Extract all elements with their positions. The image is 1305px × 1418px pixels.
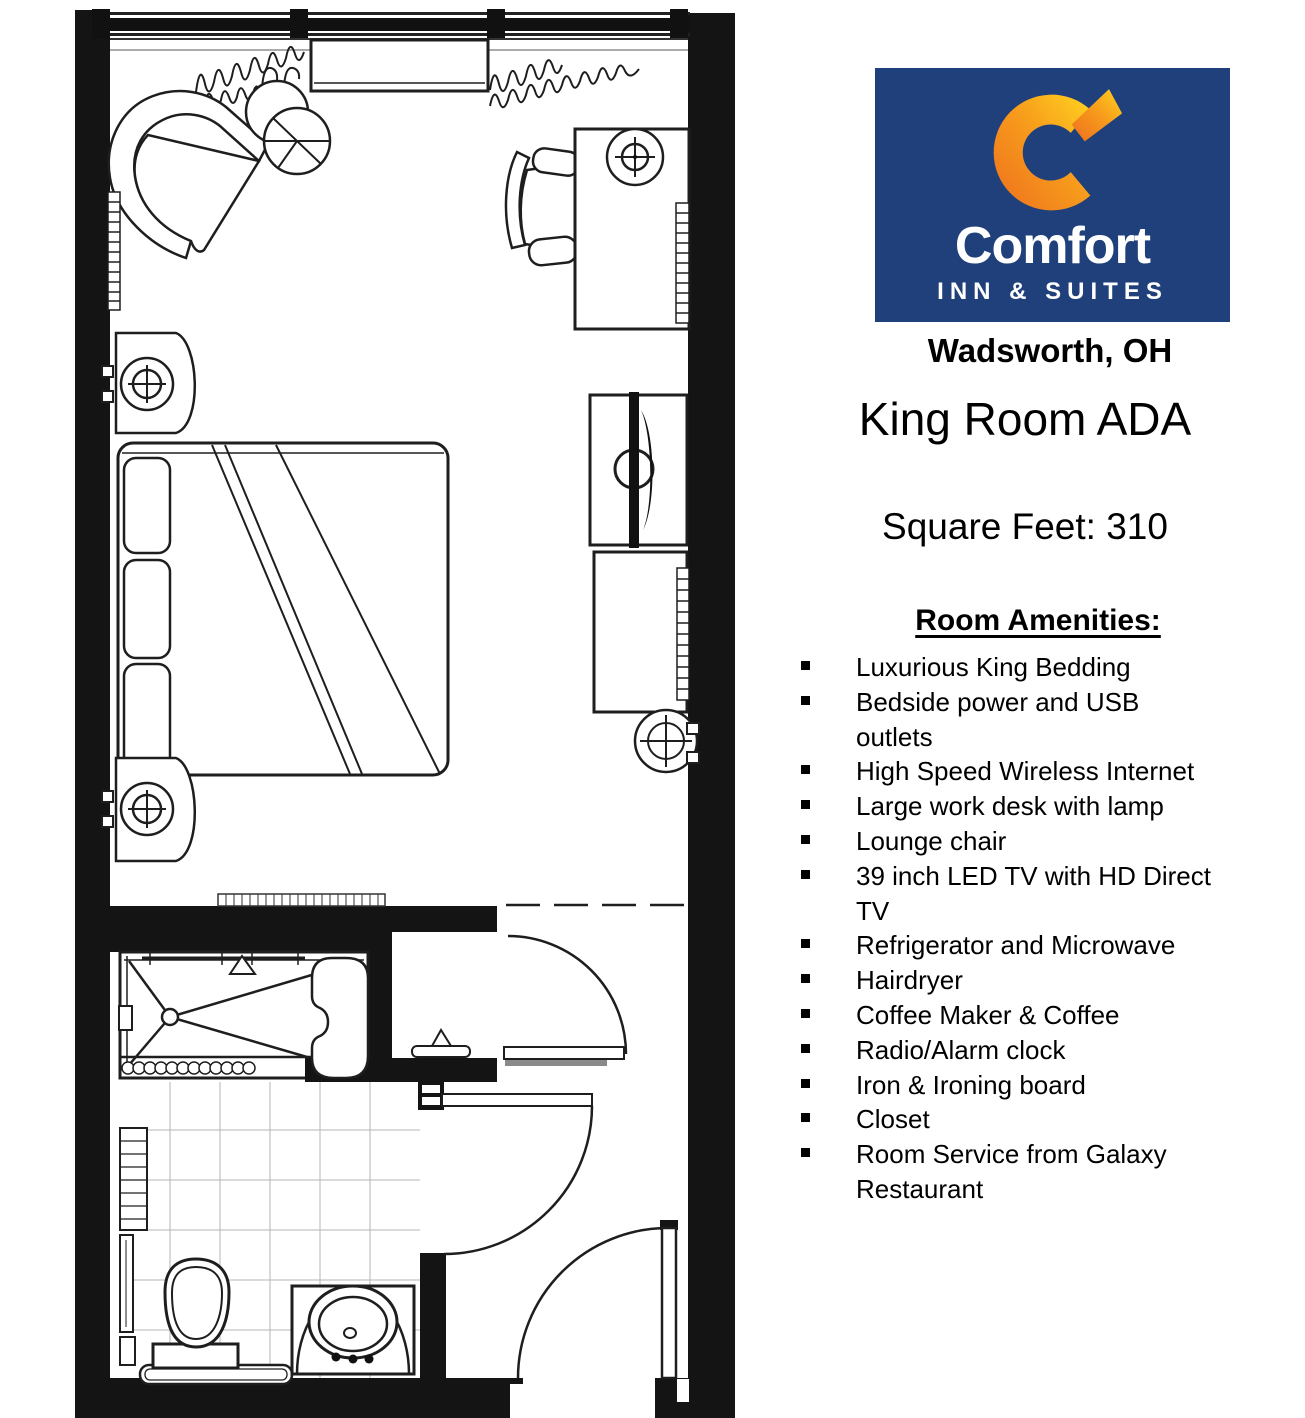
floor-lamp — [635, 710, 699, 772]
list-item: High Speed Wireless Internet — [801, 754, 1281, 789]
page-title: King Room ADA — [858, 393, 1192, 445]
desk-lamp — [607, 129, 663, 185]
ptac-unit — [311, 40, 488, 91]
closet-door — [504, 936, 626, 1066]
desk-chair — [506, 147, 580, 267]
square-bullet-icon — [801, 765, 810, 774]
bathroom-door — [442, 1094, 592, 1254]
square-bullet-icon — [801, 1044, 810, 1053]
side-table — [264, 108, 330, 174]
list-item: Iron & Ironing board — [801, 1068, 1281, 1103]
square-bullet-icon — [801, 835, 810, 844]
list-item: 39 inch LED TV with HD Direct TV — [801, 859, 1281, 929]
list-item: Refrigerator and Microwave — [801, 928, 1281, 963]
logo-sub-text: INN & SUITES — [937, 278, 1168, 305]
dresser-vent-strip — [677, 568, 689, 700]
amenities-list — [801, 650, 1281, 1207]
comfort-logo — [875, 68, 1230, 322]
list-item: Hairdryer — [801, 963, 1281, 998]
threshold-hatch — [218, 894, 385, 906]
amenities-heading: Room Amenities: — [915, 604, 1161, 637]
location-text: Wadsworth, OH — [927, 332, 1173, 369]
list-item: Coffee Maker & Coffee — [801, 998, 1281, 1033]
list-item: Large work desk with lamp — [801, 789, 1281, 824]
square-bullet-icon — [801, 1009, 810, 1018]
vanity-sink — [292, 1286, 414, 1374]
door-threshold — [418, 1080, 444, 1110]
list-item: Lounge chair — [801, 824, 1281, 859]
list-item: Closet — [801, 1102, 1281, 1137]
dresser — [594, 552, 689, 712]
lounge-chair — [109, 91, 268, 258]
tv-console — [590, 392, 687, 548]
toilet — [140, 1259, 292, 1384]
pillows — [124, 458, 170, 768]
shower-valve — [119, 1006, 132, 1030]
square-bullet-icon — [801, 974, 810, 983]
list-item: Bedside power and USB outlets — [801, 685, 1281, 755]
grab-bars — [120, 1128, 147, 1365]
square-bullet-icon — [801, 696, 810, 705]
list-item: Radio/Alarm clock — [801, 1033, 1281, 1068]
comfort-c-icon — [978, 76, 1128, 216]
logo-brand-text: Comfort — [954, 217, 1151, 275]
list-item: Luxurious King Bedding — [801, 650, 1281, 685]
list-item: Room Service from Galaxy Restaurant — [801, 1137, 1281, 1207]
square-bullet-icon — [801, 1079, 810, 1088]
square-bullet-icon — [801, 1113, 810, 1122]
square-bullet-icon — [801, 870, 810, 879]
work-desk — [575, 129, 689, 329]
nightstand-top — [102, 333, 195, 433]
square-bullet-icon — [801, 939, 810, 948]
square-bullet-icon — [801, 1148, 810, 1157]
king-bed — [118, 443, 448, 775]
nightstand-bottom — [102, 758, 195, 861]
square-bullet-icon — [801, 661, 810, 670]
wall-vent-strip — [108, 192, 120, 310]
square-bullet-icon — [801, 800, 810, 809]
iron-board-hook — [412, 1030, 470, 1057]
square-feet-text: Square Feet: 310 — [882, 506, 1168, 547]
desk-vent-strip — [676, 203, 689, 323]
